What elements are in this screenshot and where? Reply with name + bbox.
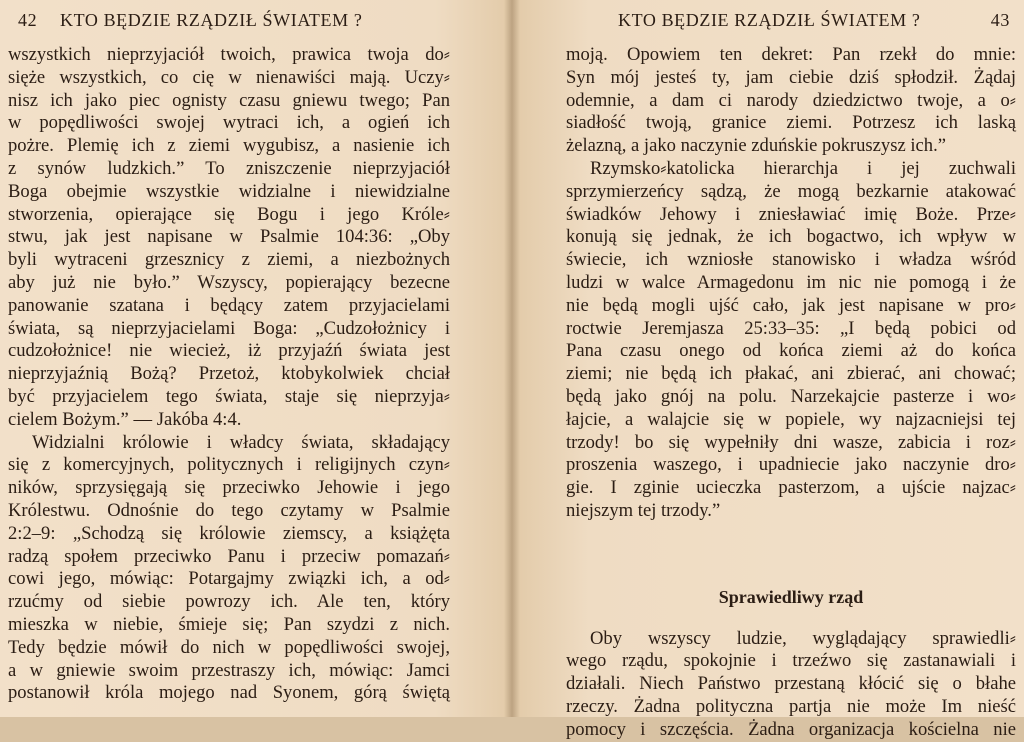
text-line: Widzialni królowie i władcy świata, składający — [32, 431, 450, 453]
left-page-header — [0, 10, 512, 34]
text-line: świata, są nieprzyjacielami Boga: „Cudzołożnicy i — [8, 317, 450, 339]
text-line: łajcie, a walajcie się w popiele, wy najzacniejsi tej — [566, 408, 1016, 430]
text-line: świadków Jehowy i zniesławiać imię Boże. Prze⸗ — [566, 203, 1016, 225]
section-spacer — [566, 523, 1016, 586]
text-line: ników, sprzysięgają się przeciwko Jehowie i jego — [8, 477, 450, 499]
text-line: byli wytraceni grzesznicy z ziemi, a niezbożnych — [8, 249, 450, 271]
text-line: cowi jego, mówiąc: Potargajmy związki ich, a od⸗ — [8, 568, 450, 590]
text-line: z synów ludzkich.” To zniszczenie nieprzyjaciół — [8, 157, 450, 179]
right-page-body — [566, 44, 1016, 742]
running-head-right: KTO BĘDZIE RZĄDZIŁ ŚWIATEM ? — [618, 10, 921, 30]
text-line: Pana czasu onego od końca ziemi aż do końca — [566, 340, 1016, 362]
text-line: Królestwu. Odnośnie do tego czytamy w Psalmie — [8, 499, 450, 521]
text-line: Syn mój jesteś ty, jam ciebie dziś spłodził. Żądaj — [566, 66, 1016, 88]
left-page — [0, 0, 512, 717]
text-line: cudzołożnice! nie wiecież, iż przyjaźń świata jest — [8, 340, 450, 362]
text-line: a w gniewie swoim przestraszy ich, mówiąc: Jamci — [8, 659, 450, 681]
text-line: działali. Niech Państwo przestaną kłócić się o błahe — [566, 673, 1016, 695]
text-line: roctwie Jeremjasza 25:33–35: „I będą pobici od — [566, 317, 1016, 339]
text-line: sięże wszystkich, co cię w nienawiści mają. Uczy⸗ — [8, 66, 450, 88]
right-page — [512, 0, 1024, 740]
text-line: pomocy i szczęścia. Żadna organizacja kościelna nie — [566, 718, 1016, 740]
text-line: Tedy będzie mówił do nich w popędliwości swojej, — [8, 636, 450, 658]
text-line: wszystkich nieprzyjaciół twoich, prawica twoja do⸗ — [8, 44, 450, 65]
text-line: pożre. Plemię ich z ziemi wygubisz, a nasienie ich — [8, 135, 450, 157]
text-line: niejszym tej trzody.” — [566, 499, 721, 521]
section-spacer — [566, 609, 1016, 628]
text-line: być przyjacielem tego świata, staje się nieprzyja⸗ — [8, 385, 450, 407]
text-line: nisz ich jako piec ognisty czasu gniewu twego; Pan — [8, 89, 450, 111]
page-number-right: 43 — [990, 10, 1010, 30]
text-line: rzeczy. Żadna polityczna partja nie może Im nieść — [566, 695, 1016, 717]
text-line: odemnie, a dam ci narody dziedzictwo twoje, a o⸗ — [566, 89, 1016, 111]
text-line: się z komercyjnych, politycznych i religijnych czyn⸗ — [8, 454, 450, 476]
page-number-left: 42 — [18, 10, 38, 30]
text-line: stworzenia, opierające się Bogu i jego Króle⸗ — [8, 203, 450, 225]
text-line: Oby wszyscy ludzie, wyglądający sprawiedli⸗ — [590, 627, 1016, 649]
text-line: w popędliwości swojej wytraci ich, a ogień ich — [8, 112, 450, 134]
text-line: trzody! bo się wypełniły dni wasze, zabicia i roz⸗ — [566, 431, 1016, 453]
text-line: świecie, ich wzniosłe stanowisko i władza wśród — [566, 249, 1016, 271]
text-line: aby już nie było.” Wszyscy, popierający bezecne — [8, 271, 450, 293]
running-head-left: KTO BĘDZIE RZĄDZIŁ ŚWIATEM ? — [60, 10, 363, 30]
left-page-body — [8, 44, 450, 705]
text-line: mieszka w niebie, śmieje się; Pan szydzi z nich. — [8, 613, 450, 635]
text-line: siadłość twoją, granice ziemi. Potrzesz ich laską — [566, 112, 1016, 134]
text-line: panowanie szatana i będący zatem przyjacielami — [8, 294, 450, 316]
text-line: ludzi w walce Armagedonu im nic nie pomogą i że — [566, 271, 1016, 293]
text-line: postanowił króla mojego nad Syonem, górą świętą — [8, 682, 450, 704]
text-line: Rzymsko⸗katolicka hierarchja i jej zuchwali — [590, 157, 1016, 179]
text-line: ziemi; nie będą ich płakać, ani zbierać, ani chować; — [566, 363, 1016, 385]
text-line: nie będą mogli ujść cało, jak jest napisane w pro⸗ — [566, 294, 1016, 316]
text-line: proszenia waszego, i upadniecie jako naczynie dro⸗ — [566, 454, 1016, 476]
text-line: rzućmy od siebie powrozy ich. Ale ten, który — [8, 591, 450, 613]
right-page-header — [512, 10, 1024, 34]
text-line: konują się jednak, że ich bogactwo, ich wpływ w — [566, 226, 1016, 248]
section-heading: Sprawiedliwy rząd — [718, 586, 864, 607]
text-line: radzą społem przeciwko Panu i przeciw pomazań⸗ — [8, 545, 450, 567]
text-line: 2:2–9: „Schodzą się królowie ziemscy, a książęta — [8, 522, 450, 544]
text-line: moją. Opowiem ten dekret: Pan rzekł do mnie: — [566, 44, 1016, 65]
text-line: będą jako gnój na polu. Narzekajcie pasterze i wo⸗ — [566, 385, 1016, 407]
text-line: sprzymierzeńcy sądzą, że mogą bezkarnie atakować — [566, 180, 1016, 202]
text-line: Boga obejmie wszystkie widzialne i niewidzialne — [8, 180, 450, 202]
text-line: nieprzyjaźnią Bożą? Przetoż, ktobykolwiek chciał — [8, 363, 450, 385]
text-line: stwu, jak jest napisane w Psalmie 104:36: „Oby — [8, 226, 450, 248]
text-line: gie. I zginie ucieczka pasterzom, a ujście najzac⸗ — [566, 477, 1016, 499]
text-line: cielem Bożym.” — Jakóba 4:4. — [8, 408, 242, 430]
text-line: wego rządu, spokojnie i trzeźwo się zastanawiali i — [566, 650, 1016, 672]
text-line: żelazną, a jako naczynie zduńskie pokruszysz ich.” — [566, 135, 946, 157]
